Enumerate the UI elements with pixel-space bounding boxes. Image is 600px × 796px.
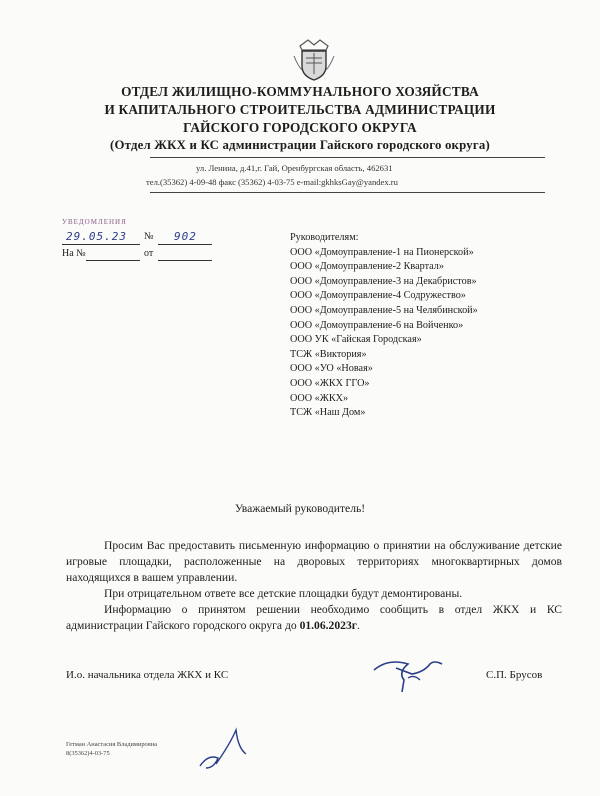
recipient-item: ООО УК «Гайская Городская» xyxy=(290,334,422,346)
signatory-position: И.о. начальника отдела ЖКХ и КС xyxy=(66,669,229,681)
reference-label: На № xyxy=(62,248,86,259)
org-title-line-2: И КАПИТАЛЬНОГО СТРОИТЕЛЬСТВА АДМИНИСТРАЦИИ xyxy=(104,102,496,117)
reference-from-label: от xyxy=(144,248,154,259)
paragraph-deadline: Информацию о принятом решении необходимо сообщить в отдел ЖКХ и КС администрации Гайского городского округа до 01.06.2023г. xyxy=(66,603,562,632)
coat-of-arms-emblem xyxy=(292,36,336,82)
header-divider-bottom xyxy=(150,192,545,193)
recipient-item: ООО «ЖКХ ГГО» xyxy=(290,377,370,389)
number-label: № xyxy=(144,231,154,242)
org-address: ул. Ленина, д.41,г. Гай, Оренбургская область, 462631 xyxy=(196,163,393,173)
recipient-item: ООО «Домоуправление-2 Квартал» xyxy=(290,261,444,273)
org-short-name: (Отдел ЖКХ и КС администрации Гайского городского округа) xyxy=(110,138,490,152)
signatory-name: С.П. Брусов xyxy=(486,669,543,681)
handwritten-signature xyxy=(368,650,448,695)
recipient-item: ООО «УО «Новая» xyxy=(290,363,373,375)
recipients-title: Руководителям: xyxy=(290,232,359,243)
org-contacts: тел.(35362) 4-09-48 факс (35362) 4-03-75 e-mail:gkhksGay@yandex.ru xyxy=(146,177,398,187)
recipient-item: ООО «Домоуправление-1 на Пионерской» xyxy=(290,246,474,258)
recipient-item: ООО «Домоуправление-5 на Челябинской» xyxy=(290,304,478,316)
registration-stamp-label: УВЕДОМЛЕНИЯ xyxy=(62,218,127,226)
recipient-item: ООО «Домоуправление-4 Содружество» xyxy=(290,290,466,302)
org-title-line-1: ОТДЕЛ ЖИЛИЩНО-КОММУНАЛЬНОГО ХОЗЯЙСТВА xyxy=(121,84,479,99)
deadline-date: 01.06.2023г xyxy=(299,619,357,632)
org-title-line-3: ГАЙСКОГО ГОРОДСКОГО ОКРУГА xyxy=(183,120,417,135)
salutation: Уважаемый руководитель! xyxy=(234,502,366,515)
recipients-block xyxy=(290,231,478,421)
header-divider xyxy=(150,157,545,158)
executor-block xyxy=(66,740,157,758)
paragraph-warning: При отрицательном ответе все детские площадки будут демонтированы. xyxy=(104,587,463,600)
handwritten-number: 902 xyxy=(174,230,197,243)
recipient-item: ООО «Домоуправление-6 на Войченко» xyxy=(290,319,464,331)
handwritten-date: 29.05.23 xyxy=(66,230,127,243)
recipient-item: ООО «ЖКХ» xyxy=(290,392,349,404)
executor-name: Гетман Анастасия Владимировна xyxy=(66,741,157,748)
letter-body xyxy=(66,538,562,634)
recipient-item: ТСЖ «Наш Дом» xyxy=(290,407,366,419)
recipient-item: ООО «Домоуправление-3 на Декабристов» xyxy=(290,275,477,287)
executor-signature xyxy=(196,724,256,774)
recipient-item: ТСЖ «Виктория» xyxy=(290,348,367,360)
executor-phone: 8(35362)4-03-75 xyxy=(66,750,110,757)
paragraph-request: Просим Вас предоставить письменную информацию о принятии на обслуживание детские игровые площадки, расположенные на дворовых территориях многоквартирных домов находящихся в вашем управлении. xyxy=(66,539,562,584)
